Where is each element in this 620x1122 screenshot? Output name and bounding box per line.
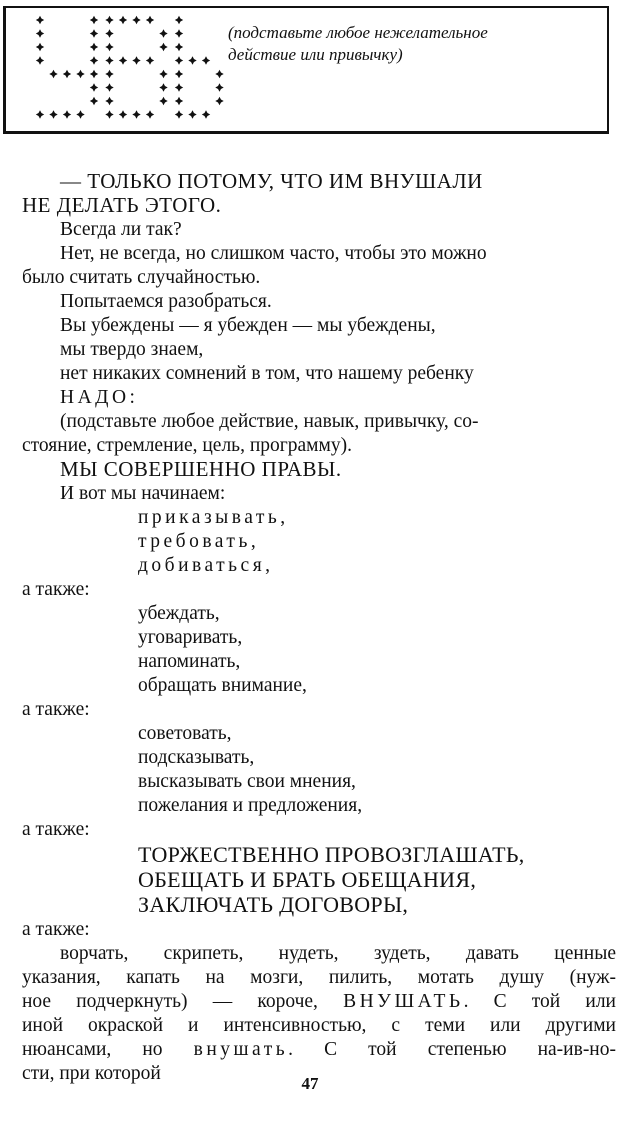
lettering-dot <box>36 29 44 37</box>
text-line: было считать случайностью. <box>22 267 261 288</box>
text-line: обращать внимание, <box>138 675 307 696</box>
dotted-word-text: УВЫ <box>34 12 37 13</box>
lettering-dot <box>63 70 71 78</box>
header-note-line: действие или привычку) <box>228 45 403 64</box>
lettering-dot <box>175 16 183 24</box>
lettering-dot <box>159 43 167 51</box>
lettering-dot <box>105 43 113 51</box>
paragraph-line <box>22 1038 616 1062</box>
text-line: МЫ СОВЕРШЕННО ПРАВЫ. <box>60 457 342 481</box>
text-line: убеждать, <box>138 603 220 624</box>
lettering-dot <box>90 56 98 64</box>
text-line: нет никаких сомнений в том, что нашему ребенку <box>60 363 474 384</box>
text-line: — ТОЛЬКО ПОТОМУ, ЧТО ИМ ВНУШАЛИ <box>60 169 483 193</box>
text-line: ОБЕЩАТЬ И БРАТЬ ОБЕЩАНИЯ, <box>138 867 477 892</box>
text-line: пожелания и предложения, <box>138 795 363 816</box>
lettering-dot <box>105 29 113 37</box>
text-line: стояние, стремление, цель, программу). <box>22 435 352 456</box>
lettering-dot <box>175 43 183 51</box>
lettering-dot <box>175 97 183 105</box>
lettering-dot <box>105 70 113 78</box>
lettering-dot <box>159 83 167 91</box>
lettering-dot <box>202 56 210 64</box>
text-line: а также: <box>22 819 90 840</box>
lettering-dot <box>76 110 84 118</box>
lettering-dot <box>90 70 98 78</box>
lettering-dot <box>175 110 183 118</box>
text-line: Нет, не всегда, но слишком часто, чтобы это можно <box>60 243 487 264</box>
text-line: (подставьте любое действие, навык, привычку, со- <box>60 411 479 432</box>
text-line: высказывать свои мнения, <box>138 771 356 792</box>
text-line: мы твердо знаем, <box>60 339 204 360</box>
lettering-dot <box>175 56 183 64</box>
text-line: НАДО: <box>60 387 139 408</box>
paragraph-line <box>22 990 616 1014</box>
lettering-dot <box>36 110 44 118</box>
text-line: Попытаемся разобраться. <box>60 291 272 312</box>
lettering-dot <box>90 83 98 91</box>
lettering-dot <box>159 97 167 105</box>
paragraph-line: сти, при которой <box>22 1063 161 1084</box>
lettering-dot <box>215 70 223 78</box>
text-line: требовать, <box>138 531 260 552</box>
paragraph-line: иной окраской и интенсивностью, с теми или другими <box>22 1015 616 1036</box>
text-line: добиваться, <box>138 555 274 576</box>
text-line: напоминать, <box>138 651 241 672</box>
text-run: ное подчеркнуть) — короче, <box>22 991 344 1012</box>
text-line: а также: <box>22 699 90 720</box>
text-line: ЗАКЛЮЧАТЬ ДОГОВОРЫ, <box>138 892 409 917</box>
lettering-dot <box>132 16 140 24</box>
lettering-dot <box>63 110 71 118</box>
text-line: Всегда ли так? <box>60 219 182 240</box>
paragraph-line: ворчать, скрипеть, нудеть, зудеть, давать ценные <box>60 943 616 964</box>
lettering-dot <box>146 110 154 118</box>
lettering-dot <box>119 16 127 24</box>
text-line: Вы убеждены — я убежден — мы убеждены, <box>60 315 436 336</box>
dotted-word-graphic <box>34 12 224 124</box>
lettering-dot <box>146 56 154 64</box>
text-line: подсказывать, <box>138 747 255 768</box>
lettering-dot <box>90 16 98 24</box>
lettering-dot <box>90 43 98 51</box>
lettering-dot <box>175 83 183 91</box>
lettering-dot <box>105 83 113 91</box>
lettering-dot <box>159 29 167 37</box>
text-run: . С той степенью на-ив-но- <box>288 1039 616 1060</box>
text-line: советовать, <box>138 723 232 744</box>
text-line: уговаривать, <box>138 627 243 648</box>
text-line: И вот мы начинаем: <box>60 483 226 504</box>
lettering-dot <box>215 97 223 105</box>
lettering-dot <box>159 70 167 78</box>
header-note <box>228 22 608 66</box>
lettering-dot <box>188 110 196 118</box>
text-line: НЕ ДЕЛАТЬ ЭТОГО. <box>22 193 222 217</box>
lettering-dot <box>202 110 210 118</box>
text-run: . С той или <box>463 991 616 1012</box>
emphasis-run: ВНУШАТЬ <box>343 991 464 1012</box>
lettering-dot <box>76 70 84 78</box>
lettering-dot <box>36 43 44 51</box>
emphasis-run: внушать <box>193 1039 289 1060</box>
lettering-dot <box>175 29 183 37</box>
lettering-dot <box>90 29 98 37</box>
text-line: ТОРЖЕСТВЕННО ПРОВОЗГЛАШАТЬ, <box>138 842 525 867</box>
text-line: а также: <box>22 579 90 600</box>
page-number: 47 <box>301 1074 319 1093</box>
lettering-dot <box>119 56 127 64</box>
lettering-dot <box>132 110 140 118</box>
lettering-dot <box>49 70 57 78</box>
paragraph-line: указания, капать на мозги, пилить, мотать душу (нуж- <box>22 967 616 988</box>
lettering-dot <box>105 56 113 64</box>
header-box <box>3 6 609 134</box>
lettering-dot <box>36 16 44 24</box>
lettering-dot <box>132 56 140 64</box>
lettering-dot <box>146 16 154 24</box>
header-note-line: (подставьте любое нежелательное <box>228 23 488 42</box>
lettering-dot <box>90 97 98 105</box>
lettering-dot <box>49 110 57 118</box>
lettering-dot <box>105 97 113 105</box>
lettering-dot <box>188 56 196 64</box>
text-line: а также: <box>22 919 90 940</box>
lettering-dot <box>105 110 113 118</box>
lettering-dot <box>36 56 44 64</box>
lettering-dot <box>105 16 113 24</box>
lettering-dot <box>119 110 127 118</box>
text-line: приказывать, <box>138 507 289 528</box>
lettering-dot <box>215 83 223 91</box>
lettering-dot <box>175 70 183 78</box>
text-run: нюансами, но <box>22 1039 194 1060</box>
